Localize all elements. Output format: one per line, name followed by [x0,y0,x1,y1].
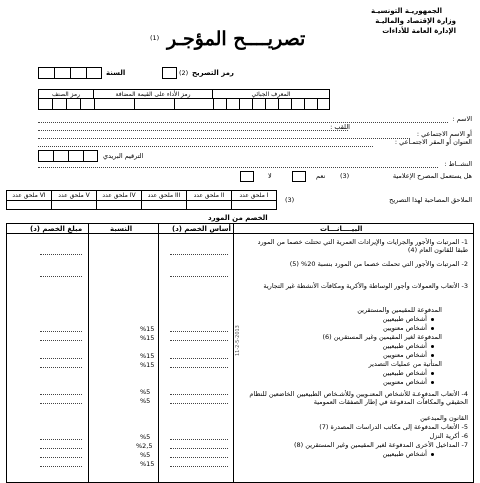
yes-label: نعم [316,172,326,180]
rate-5: %2,5 [136,442,153,450]
line-3 [246,282,468,306]
country-name: الجمهوريـة التونسيـة [370,7,442,15]
line-3-text: 3- الأتعاب والعمولات وأجور الوساطة والأكرية ومكافآت الأنشطة غير التجارية [263,282,468,290]
decl-code-field[interactable] [162,67,177,79]
line-4b [246,414,468,423]
statements-column-header: البيــــانـــات [320,225,363,233]
postal-code-field[interactable] [38,150,98,162]
line-3a-text: المدفوعة للمقيمين والمستقرين [357,306,442,314]
annex-3: ملحق عدد III [141,190,187,201]
decl-code-label: رمز التصريح [192,69,234,77]
tax-id-input[interactable] [38,98,330,110]
category-code-header: رمز الصنف [38,89,94,99]
line-7-text: 7- المداخيل الأخرى المدفوعة لغير المقيمين وغير المستقرين [305,441,468,449]
line-7a [246,450,468,459]
social-name-label: أو الاسم الاجتماعي : [416,130,472,138]
line-3b-2-text: أشخاص معنويين [382,351,427,359]
line-3b [246,333,468,342]
name-field[interactable] [38,122,448,123]
annex-1: ملحق عدد I [231,190,277,201]
line-7 [246,441,468,450]
line-3c-2 [246,378,468,387]
line-3a [246,306,468,315]
rate-3a1: %15 [140,325,155,333]
computerized-accounting-note: (3) [340,172,350,180]
line-3c-text: المتأتية من عمليات التصدير [368,360,442,368]
ministry-name: وزارة الإقتصاد والماليـة [375,17,456,25]
base-column-header: أساس الخصم (د) [172,225,231,233]
postal-code-label: الترقيم البريدي [103,152,144,160]
line-3a-2-text: أشخاص معنويين [382,324,427,332]
line-6 [246,432,468,441]
annex-6: ملحق عدد VI [6,190,52,201]
rate-3c1: %5 [140,388,151,396]
activity-field[interactable] [38,167,438,168]
line-4-text: 4- الأتعاب المدفوعـة للأشخاص المعنـويين وللأشـخاص الطبيعيين الخاضعين للنظام الحقيقي والمكافآت المدفوعة في إطار الصفقات العمومية [249,390,468,406]
annexes-note: (3) [285,196,295,204]
line-2-text: 2- المرتبات والأجور التي تحملت خصما من المورد بنسبة 20% [301,260,468,268]
line-4 [246,390,468,414]
no-label: لا [268,172,272,180]
line-4b-text: القانون والمبدعين [420,414,468,422]
line-3c-1 [246,369,468,378]
year-field[interactable] [38,67,102,79]
line-5 [246,423,468,432]
rate-3c2: %5 [140,397,151,405]
address-label: العنوان أو المقر الاجتمـاعي : [394,138,472,146]
yes-checkbox[interactable] [292,171,306,182]
line-1-note: (4) [407,246,418,254]
line-3c-2-text: أشخاص معنويين [382,378,427,386]
fiscal-id-header: المعرف الجبائي [212,89,330,99]
surname-field[interactable] [38,130,348,131]
line-3c-1-text: أشخاص طبيعيين [382,369,427,377]
title-footnote: (1) [150,34,160,42]
directorate-name: الإدارة العامة للأداءات [382,27,456,35]
line-3a-2 [246,324,468,333]
form-code: 11-2-5-2013 [235,325,241,356]
rate-7: %15 [140,460,155,468]
rate-3b1: %15 [140,352,155,360]
annexes-label: الملاحق المصاحبة لهذا التصريح [389,196,472,204]
annex-5: ملحق عدد V [51,190,97,201]
line-2 [246,260,468,282]
address-field[interactable] [38,146,373,147]
rate-6: %5 [140,451,151,459]
statements-list [246,238,468,459]
vat-code-header: رمز الأداء على القيمة المضافة [93,89,213,99]
line-1-text: 1- المرتبات والأجور والجرايات والإيرادات العمرية التي تحتلت خصما من المورد طبقا للقانون العام [257,238,468,254]
line-3b-text: المدفوعة لغير المقيمين وغير المستقرين [333,333,442,341]
line-3b-2 [246,351,468,360]
decl-code-note: (2) [179,69,189,77]
no-checkbox[interactable] [240,171,254,182]
year-label: السنة [106,69,126,77]
line-7-note: (8) [293,441,304,449]
line-6-text: 6- أكرية النزل [429,432,468,440]
form-title: تصريــــح المؤجـر [167,28,306,50]
rate-4: %5 [140,433,151,441]
amount-column-header: مبلغ الخصم (د) [30,225,83,233]
line-3a-1 [246,315,468,324]
rate-column-header: النسبة [110,225,133,233]
annex-2: ملحق عدد II [186,190,232,201]
line-3b-1-text: أشخاص طبيعيين [382,342,427,350]
section-title: الخصم من المورد [208,214,268,222]
line-5-note: (7) [319,423,329,431]
line-3a-1-text: أشخاص طبيعيين [382,315,427,323]
annex-checkboxes[interactable] [6,200,277,210]
annex-4: ملحق عدد IV [96,190,142,201]
line-3c [246,360,468,369]
rate-3b2: %15 [140,361,155,369]
line-5-text: 5- الأتعاب المدفوعة إلى مكاتب الدراسات المصدرة [330,423,468,431]
line-7a-text: أشخاص طبيعيين [382,450,427,458]
name-label: الاسم : [452,115,472,123]
line-1 [246,238,468,260]
line-3b-note: (6) [322,333,332,341]
social-name-field[interactable] [38,138,410,139]
computerized-accounting-question: هل يستعمل المصرح الإعلامية [392,172,472,180]
rate-3a2: %15 [140,334,155,342]
surname-label: اللقب : [330,123,350,131]
line-3b-1 [246,342,468,351]
activity-label: النشــاط : [444,160,472,168]
line-2-note: (5) [289,260,299,268]
